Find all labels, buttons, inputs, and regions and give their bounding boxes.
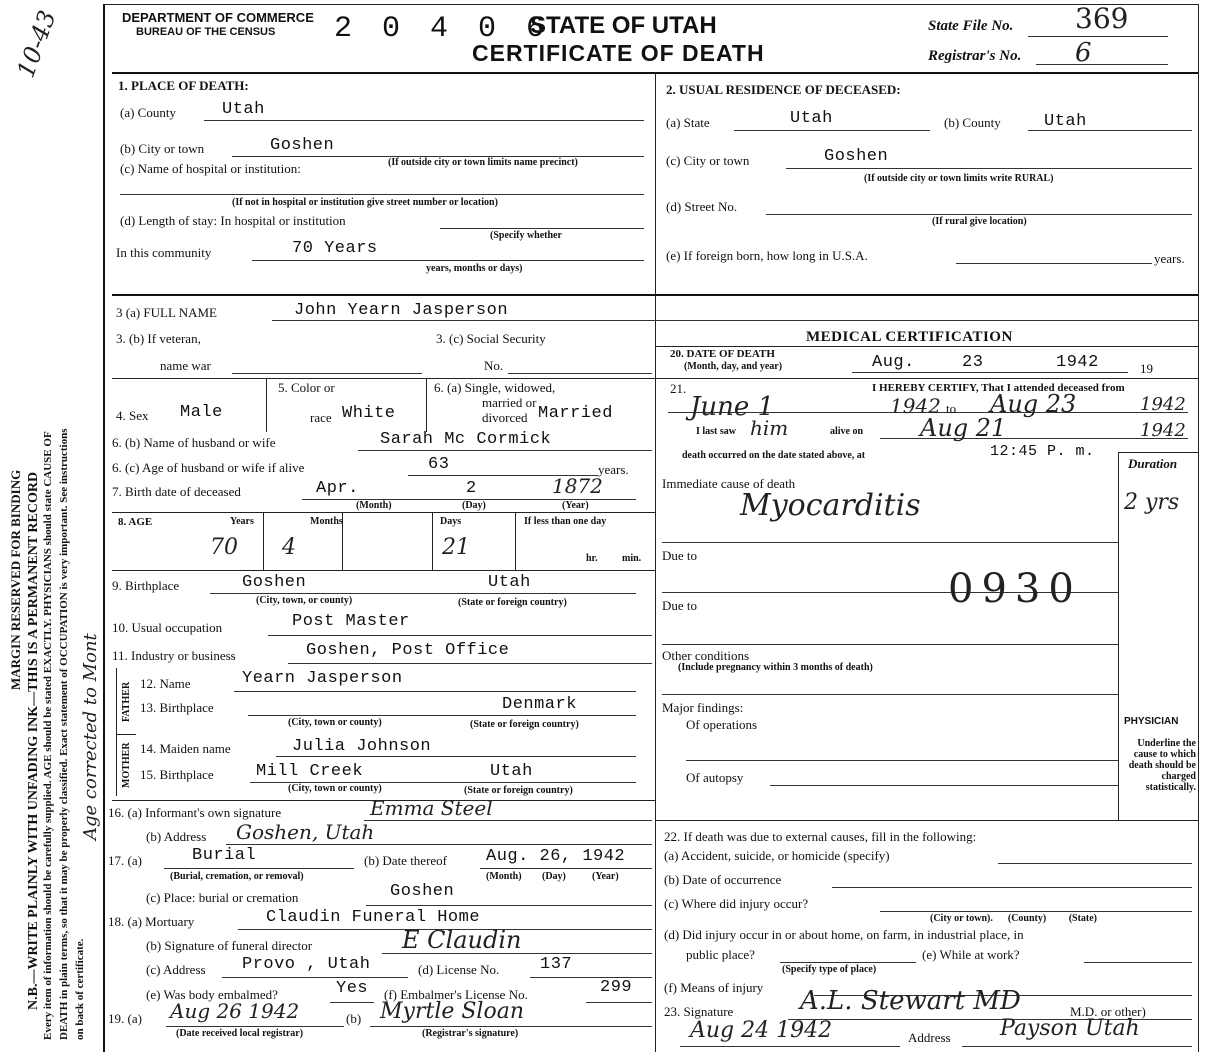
birthplace-state: Utah	[488, 573, 531, 592]
rule-age	[112, 512, 655, 513]
informant-address-label: (b) Address	[146, 829, 207, 844]
margin-binding: MARGIN RESERVED FOR BINDING	[8, 469, 23, 690]
dod-day: 23	[962, 353, 984, 372]
res-state-label: (a) State	[666, 115, 710, 130]
father-side-label: FATHER	[121, 681, 132, 722]
external-specify: (Specify type of place)	[782, 964, 877, 975]
place-county-label: (a) County	[120, 105, 176, 120]
license-label: (d) License No.	[418, 962, 500, 977]
burial-year-note: (Year)	[592, 871, 619, 882]
color-label: 5. Color or	[278, 380, 335, 395]
race: White	[342, 404, 396, 423]
occupation-label: 10. Usual occupation	[112, 620, 223, 635]
medical-title: MEDICAL CERTIFICATION	[806, 329, 1013, 345]
age-months: 4	[282, 535, 296, 560]
age-less-label: If less than one day	[524, 516, 607, 527]
res-state: Utah	[790, 109, 833, 128]
margin-instr2: DEATH in plain terms, so that it may be properly classified. Exact statement of OCCUPATION is very important. See instructions	[58, 428, 70, 1040]
year-note: (Year)	[562, 500, 589, 511]
foreign-years: years.	[1154, 251, 1185, 266]
age-hr: hr.	[586, 553, 598, 564]
burial-mdy-note: (Month)	[486, 871, 522, 882]
state-title: STATE OF UTAH	[530, 12, 717, 39]
md-other-label: M.D. or other)	[1070, 1004, 1146, 1019]
hospital-note-2: (If not in hospital or institution give street number or location)	[232, 197, 498, 208]
spouse-years-label: years.	[598, 462, 629, 477]
external-c: (c) Where did injury occur?	[664, 896, 809, 911]
informant-signature: Emma Steel	[370, 796, 493, 820]
burial-day-note: (Day)	[542, 871, 566, 882]
burial-place-label: (c) Place: burial or cremation	[146, 890, 299, 905]
occupation: Post Master	[292, 612, 410, 631]
cert-21: 21.	[670, 381, 687, 396]
dept-label: DEPARTMENT OF COMMERCE	[122, 10, 314, 25]
left-border	[103, 4, 105, 1052]
ymd-note: years, months or days)	[426, 263, 523, 274]
embalmed-label: (e) Was body embalmed?	[146, 987, 278, 1002]
certificate-number: 2 0 4 0 6	[334, 12, 551, 46]
external-public: public place?	[686, 947, 755, 962]
dod-label: 20. DATE OF DEATH	[670, 348, 775, 360]
foreign-label: (e) If foreign born, how long in U.S.A.	[666, 248, 868, 263]
date-received-note: (Date received local registrar)	[176, 1028, 304, 1039]
margin-instr3: on back of certificate.	[74, 938, 86, 1040]
dod-year: 1942	[1056, 353, 1099, 372]
registrar-no: 6	[1075, 38, 1092, 68]
top-border	[103, 4, 1198, 5]
last-saw-label: I last saw	[696, 426, 737, 437]
margin-handwritten-date: 10-43	[11, 6, 62, 82]
certify-text: I HEREBY CERTIFY, That I attended deceased from	[872, 382, 1125, 394]
mother-birthplace-label: 15. Birthplace	[140, 767, 214, 782]
rule-21	[655, 378, 1198, 379]
father-name-label: 12. Name	[140, 676, 191, 691]
place-title: 1. PLACE OF DEATH:	[118, 78, 249, 93]
div-race	[426, 378, 427, 432]
burial: Burial	[192, 846, 257, 865]
age-days: 21	[442, 535, 470, 560]
spouse-age: 63	[428, 455, 450, 474]
community-stay: 70 Years	[292, 239, 378, 258]
embalmed: Yes	[336, 979, 369, 998]
month-note: (Month)	[356, 500, 392, 511]
mother-city-note: (City, town or county)	[288, 783, 382, 794]
sex-label: 4. Sex	[116, 408, 149, 423]
father-birthplace: Denmark	[502, 695, 577, 714]
external-a: (a) Accident, suicide, or homicide (specify)	[664, 848, 890, 863]
immediate-cause: Myocarditis	[740, 488, 921, 523]
parents-bracket	[116, 668, 117, 796]
age-min: min.	[622, 553, 642, 564]
burial-label: 17. (a)	[108, 853, 142, 868]
attended-to-date: Aug 23	[990, 390, 1077, 418]
mother-state-note: (State or foreign country)	[464, 785, 573, 796]
registrar-signature: Myrtle Sloan	[380, 999, 524, 1024]
rule-duration	[1118, 452, 1198, 453]
name-war-label: name war	[160, 358, 211, 373]
father-state-note: (State or foreign country)	[470, 719, 579, 730]
burial-note: (Burial, cremation, or removal)	[170, 871, 304, 882]
full-name: John Yearn Jasperson	[294, 301, 509, 320]
attended-to: to	[946, 401, 957, 416]
registrar-label: 19. (a)	[108, 1011, 142, 1026]
place-county: Utah	[222, 100, 265, 119]
birthdate-label: 7. Birth date of deceased	[112, 484, 241, 499]
dod-note: (Month, day, and year)	[684, 361, 783, 372]
major-findings-label: Major findings:	[662, 700, 744, 715]
informant-label: 16. (a) Informant's own signature	[108, 805, 282, 820]
father-name: Yearn Jasperson	[242, 669, 403, 688]
alive-on-label: alive on	[830, 426, 864, 437]
of-operations-label: Of operations	[686, 717, 758, 732]
mortuary-label: 18. (a) Mortuary	[108, 914, 195, 929]
external-title: 22. If death was due to external causes, fill in the following:	[664, 829, 977, 844]
state-file-label: State File No.	[928, 18, 1014, 34]
registrar-no-label: Registrar's No.	[928, 48, 1022, 64]
stay-label: (d) Length of stay: In hospital or institution	[120, 213, 346, 228]
sig-address: Payson Utah	[1000, 1016, 1140, 1041]
div-duration	[1118, 452, 1119, 820]
community-label: In this community	[116, 245, 212, 260]
rule-med	[655, 346, 1198, 347]
ss-label: 3. (c) Social Security	[436, 331, 546, 346]
spouse-name: Sarah Mc Cormick	[380, 430, 552, 449]
last-saw: him	[750, 416, 789, 440]
sex: Male	[180, 403, 223, 422]
burial-date: Aug. 26, 1942	[486, 847, 626, 866]
other-conditions-note: (Include pregnancy within 3 months of death)	[678, 662, 873, 673]
res-city-label: (c) City or town	[666, 153, 750, 168]
divorced-label: divorced	[482, 410, 528, 425]
signature-date: Aug 24 1942	[690, 1018, 833, 1043]
director-label: (b) Signature of funeral director	[146, 938, 313, 953]
burial-place: Goshen	[390, 882, 455, 901]
spouse-label: 6. (b) Name of husband or wife	[112, 435, 276, 450]
external-d: (d) Did injury occur in or about home, on farm, in industrial place, in	[664, 927, 1024, 942]
father-city-note: (City, town or county)	[288, 717, 382, 728]
external-c-note: (City or town). (County) (State)	[930, 913, 1098, 924]
margin-handwritten-note: Age corrected to Mont	[80, 633, 101, 840]
rule-ext	[655, 820, 1198, 821]
registrar-b-label: (b)	[346, 1011, 362, 1026]
place-city: Goshen	[270, 136, 335, 155]
underline-note: Underline the cause to which death should be charged statistically.	[1128, 738, 1196, 793]
marital-status: Married	[538, 404, 613, 423]
res-city-note: (If outside city or town limits write RURAL)	[864, 173, 1054, 184]
signature-label: 23. Signature	[664, 1004, 734, 1019]
birth-day: 2	[466, 479, 477, 498]
age-days-label: Days	[440, 516, 462, 527]
race-label: race	[310, 410, 332, 425]
mortuary: Claudin Funeral Home	[266, 908, 481, 927]
margin-nb: N.B.—WRITE PLAINLY WITH UNFADING INK—THIS IS A PERMANENT RECORD	[26, 471, 41, 1010]
div-less	[515, 512, 516, 570]
informant-address: Goshen, Utah	[236, 820, 375, 844]
res-street-note: (If rural give location)	[932, 216, 1027, 227]
date-received: Aug 26 1942	[170, 999, 300, 1023]
specify-whether: (Specify whether	[490, 230, 562, 241]
section-rule-1	[112, 294, 1198, 296]
embalmer-license: 299	[600, 978, 633, 997]
birth-month: Apr.	[316, 479, 359, 498]
sig-address-label: Address	[908, 1030, 951, 1045]
bp-city-note: (City, town, or county)	[256, 595, 353, 606]
cause-code: 0930	[948, 566, 1082, 612]
time-of-death: 12:45 P. m.	[990, 443, 1095, 460]
ss-no-label: No.	[484, 358, 504, 373]
physician-label: PHYSICIAN	[1124, 716, 1179, 727]
bureau-label: BUREAU OF THE CENSUS	[136, 26, 276, 38]
external-f: (f) Means of injury	[664, 980, 764, 995]
res-county-label: (b) County	[944, 115, 1001, 130]
due-to-2-label: Due to	[662, 598, 698, 613]
hospital-note: (If outside city or town limits name precinct)	[388, 157, 578, 168]
age-years-label: Years	[230, 516, 254, 527]
state-file-no: 369	[1075, 2, 1129, 35]
res-city: Goshen	[824, 147, 889, 166]
mother-name-label: 14. Maiden name	[140, 741, 231, 756]
license-no: 137	[540, 955, 573, 974]
industry-label: 11. Industry or business	[112, 648, 236, 663]
director-signature: E Claudin	[402, 926, 522, 954]
married-or-label: married or	[482, 395, 537, 410]
age-years: 70	[210, 535, 238, 560]
duration-label: Duration	[1128, 456, 1178, 471]
mother-birthplace-city: Mill Creek	[256, 762, 364, 781]
registrar-sig-note: (Registrar's signature)	[422, 1028, 519, 1039]
embalmer-license-label: (f) Embalmer's License No.	[384, 987, 528, 1002]
death-occurred-label: death occurred on the date stated above, at	[682, 450, 866, 461]
day-note: (Day)	[462, 500, 486, 511]
physician-signature: A.L. Stewart MD	[800, 986, 1021, 1016]
last-saw-year: 1942	[1140, 420, 1186, 441]
certificate-title: CERTIFICATE OF DEATH	[472, 40, 765, 66]
div-d	[432, 512, 433, 570]
veteran-label: 3. (b) If veteran,	[116, 331, 201, 346]
rule-parents	[116, 734, 136, 735]
duration: 2 yrs	[1124, 490, 1180, 515]
due-to-1-label: Due to	[662, 548, 698, 563]
mortuary-address-label: (c) Address	[146, 962, 206, 977]
hospital-label: (c) Name of hospital or institution:	[120, 161, 301, 176]
age-months-label: Months	[310, 516, 343, 527]
father-birthplace-label: 13. Birthplace	[140, 700, 214, 715]
age-label: 8. AGE	[118, 516, 153, 528]
div-y	[263, 512, 264, 570]
attended-to-year: 1942	[1140, 394, 1186, 415]
birthplace-city: Goshen	[242, 573, 307, 592]
spouse-age-label: 6. (c) Age of husband or wife if alive	[112, 460, 305, 475]
attended-from-year: 1942	[890, 394, 941, 418]
marital-label: 6. (a) Single, widowed,	[434, 380, 556, 395]
of-autopsy-label: Of autopsy	[686, 770, 744, 785]
mortuary-address: Provo , Utah	[242, 955, 371, 974]
external-b: (b) Date of occurrence	[664, 872, 782, 887]
margin-instr1: Every item of information should be carefully supplied. AGE should be stated EXACTLY. PHYSICIANS should state CAUSE OF	[42, 431, 54, 1040]
other-conditions-label: Other conditions	[662, 648, 750, 663]
immediate-cause-label: Immediate cause of death	[662, 476, 796, 491]
birth-year: 1872	[552, 474, 603, 498]
dod-month: Aug.	[872, 353, 915, 372]
right-border	[1198, 4, 1199, 1052]
birthplace-label: 9. Birthplace	[112, 578, 180, 593]
industry: Goshen, Post Office	[306, 641, 510, 660]
div-sex	[266, 378, 267, 432]
dod-19: 19	[1140, 361, 1153, 376]
center-divider	[655, 72, 656, 1052]
last-saw-date: Aug 21	[920, 414, 1007, 442]
residence-title: 2. USUAL RESIDENCE OF DECEASED:	[666, 82, 901, 97]
mother-birthplace-state: Utah	[490, 762, 533, 781]
attended-from: June 1	[690, 392, 775, 422]
mother-name: Julia Johnson	[292, 737, 432, 756]
res-street-label: (d) Street No.	[666, 199, 738, 214]
mother-side-label: MOTHER	[121, 742, 132, 788]
burial-date-label: (b) Date thereof	[364, 853, 448, 868]
fullname-label: 3 (a) FULL NAME	[116, 305, 217, 320]
rule-sex	[112, 378, 655, 379]
place-city-label: (b) City or town	[120, 141, 205, 156]
rule-age2	[112, 570, 655, 571]
external-e: (e) While at work?	[922, 947, 1020, 962]
bp-state-note: (State or foreign country)	[458, 597, 567, 608]
res-county: Utah	[1044, 112, 1087, 131]
